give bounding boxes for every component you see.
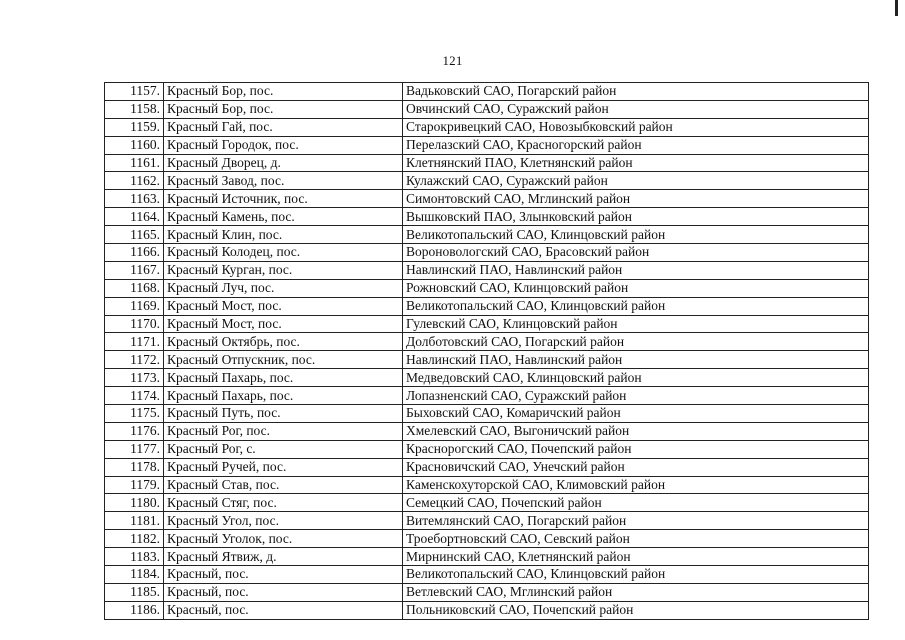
table-row	[105, 601, 869, 619]
table-row	[105, 154, 869, 172]
table-row	[105, 208, 869, 226]
row-number-cell: 1168.	[105, 279, 164, 297]
administration-district-cell: Ветлевский САО, Мглинский район	[403, 583, 869, 601]
settlement-name-cell: Красный, пос.	[164, 601, 403, 619]
settlement-name-cell: Красный Путь, пос.	[164, 405, 403, 423]
administration-district-cell: Перелазский САО, Красногорский район	[403, 136, 869, 154]
row-number-cell: 1166.	[105, 244, 164, 262]
administration-district-cell: Вышковский ПАО, Злынковский район	[403, 208, 869, 226]
administration-district-cell: Симонтовский САО, Мглинский район	[403, 190, 869, 208]
row-number-cell: 1165.	[105, 226, 164, 244]
administration-district-cell: Красновичский САО, Унечский район	[403, 458, 869, 476]
row-number-cell: 1185.	[105, 583, 164, 601]
administration-district-cell: Клетнянский ПАО, Клетнянский район	[403, 154, 869, 172]
settlement-name-cell: Красный Колодец, пос.	[164, 244, 403, 262]
settlement-name-cell: Красный Угол, пос.	[164, 512, 403, 530]
table-row	[105, 548, 869, 566]
administration-district-cell: Лопазненский САО, Суражский район	[403, 387, 869, 405]
administration-district-cell: Семецкий САО, Почепский район	[403, 494, 869, 512]
settlement-name-cell: Красный Ятвиж, д.	[164, 548, 403, 566]
table-row	[105, 566, 869, 584]
table-row	[105, 333, 869, 351]
table-row	[105, 494, 869, 512]
settlement-name-cell: Красный Гай, пос.	[164, 118, 403, 136]
settlement-name-cell: Красный Ручей, пос.	[164, 458, 403, 476]
administration-district-cell: Польниковский САО, Почепский район	[403, 601, 869, 619]
administration-district-cell: Навлинский ПАО, Навлинский район	[403, 351, 869, 369]
settlements-table	[104, 82, 869, 620]
settlement-name-cell: Красный Источник, пос.	[164, 190, 403, 208]
administration-district-cell: Медведовский САО, Клинцовский район	[403, 369, 869, 387]
row-number-cell: 1157.	[105, 83, 164, 101]
settlement-name-cell: Красный, пос.	[164, 583, 403, 601]
table-row	[105, 136, 869, 154]
table-row	[105, 190, 869, 208]
table-row	[105, 405, 869, 423]
administration-district-cell: Великотопальский САО, Клинцовский район	[403, 226, 869, 244]
settlement-name-cell: Красный Пахарь, пос.	[164, 387, 403, 405]
table-row	[105, 512, 869, 530]
table-row	[105, 279, 869, 297]
settlement-name-cell: Красный Мост, пос.	[164, 315, 403, 333]
settlement-name-cell: Красный Дворец, д.	[164, 154, 403, 172]
row-number-cell: 1161.	[105, 154, 164, 172]
row-number-cell: 1176.	[105, 422, 164, 440]
settlement-name-cell: Красный Бор, пос.	[164, 83, 403, 101]
administration-district-cell: Гулевский САО, Клинцовский район	[403, 315, 869, 333]
table-row	[105, 387, 869, 405]
administration-district-cell: Старокривецкий САО, Новозыбковский район	[403, 118, 869, 136]
row-number-cell: 1163.	[105, 190, 164, 208]
table-row	[105, 100, 869, 118]
administration-district-cell: Рожновский САО, Клинцовский район	[403, 279, 869, 297]
administration-district-cell: Овчинский САО, Суражский район	[403, 100, 869, 118]
settlement-name-cell: Красный Рог, с.	[164, 440, 403, 458]
table-row	[105, 297, 869, 315]
row-number-cell: 1172.	[105, 351, 164, 369]
administration-district-cell: Кулажский САО, Суражский район	[403, 172, 869, 190]
row-number-cell: 1178.	[105, 458, 164, 476]
row-number-cell: 1173.	[105, 369, 164, 387]
settlement-name-cell: Красный Бор, пос.	[164, 100, 403, 118]
row-number-cell: 1184.	[105, 566, 164, 584]
table-row	[105, 440, 869, 458]
table-row	[105, 226, 869, 244]
settlement-name-cell: Красный Клин, пос.	[164, 226, 403, 244]
table-row	[105, 458, 869, 476]
row-number-cell: 1160.	[105, 136, 164, 154]
row-number-cell: 1159.	[105, 118, 164, 136]
row-number-cell: 1181.	[105, 512, 164, 530]
administration-district-cell: Великотопальский САО, Клинцовский район	[403, 297, 869, 315]
row-number-cell: 1177.	[105, 440, 164, 458]
row-number-cell: 1183.	[105, 548, 164, 566]
administration-district-cell: Мирнинский САО, Клетнянский район	[403, 548, 869, 566]
table-row	[105, 369, 869, 387]
settlement-name-cell: Красный Мост, пос.	[164, 297, 403, 315]
administration-district-cell: Великотопальский САО, Клинцовский район	[403, 566, 869, 584]
row-number-cell: 1186.	[105, 601, 164, 619]
table-row	[105, 422, 869, 440]
table-row	[105, 315, 869, 333]
row-number-cell: 1182.	[105, 530, 164, 548]
settlement-name-cell: Красный Став, пос.	[164, 476, 403, 494]
row-number-cell: 1162.	[105, 172, 164, 190]
settlement-name-cell: Красный Луч, пос.	[164, 279, 403, 297]
settlement-name-cell: Красный Октябрь, пос.	[164, 333, 403, 351]
row-number-cell: 1174.	[105, 387, 164, 405]
settlement-name-cell: Красный Курган, пос.	[164, 261, 403, 279]
administration-district-cell: Вадьковский САО, Погарский район	[403, 83, 869, 101]
administration-district-cell: Каменскохуторской САО, Климовский район	[403, 476, 869, 494]
row-number-cell: 1175.	[105, 405, 164, 423]
table-row	[105, 476, 869, 494]
administration-district-cell: Вороновологский САО, Брасовский район	[403, 244, 869, 262]
table-row	[105, 83, 869, 101]
table-row	[105, 351, 869, 369]
settlement-name-cell: Красный Стяг, пос.	[164, 494, 403, 512]
table-row	[105, 530, 869, 548]
table-row	[105, 172, 869, 190]
row-number-cell: 1167.	[105, 261, 164, 279]
scan-edge-mark	[895, 0, 898, 16]
administration-district-cell: Краснорогский САО, Почепский район	[403, 440, 869, 458]
row-number-cell: 1171.	[105, 333, 164, 351]
settlement-name-cell: Красный Городок, пос.	[164, 136, 403, 154]
settlement-name-cell: Красный Камень, пос.	[164, 208, 403, 226]
row-number-cell: 1180.	[105, 494, 164, 512]
table-body	[105, 83, 869, 620]
settlement-name-cell: Красный Завод, пос.	[164, 172, 403, 190]
settlement-name-cell: Красный, пос.	[164, 566, 403, 584]
row-number-cell: 1170.	[105, 315, 164, 333]
table-row	[105, 261, 869, 279]
settlement-name-cell: Красный Пахарь, пос.	[164, 369, 403, 387]
administration-district-cell: Витемлянский САО, Погарский район	[403, 512, 869, 530]
settlement-name-cell: Красный Уголок, пос.	[164, 530, 403, 548]
row-number-cell: 1164.	[105, 208, 164, 226]
row-number-cell: 1169.	[105, 297, 164, 315]
settlement-name-cell: Красный Отпускник, пос.	[164, 351, 403, 369]
table-row	[105, 583, 869, 601]
administration-district-cell: Долботовский САО, Погарский район	[403, 333, 869, 351]
administration-district-cell: Хмелевский САО, Выгоничский район	[403, 422, 869, 440]
row-number-cell: 1158.	[105, 100, 164, 118]
administration-district-cell: Быховский САО, Комаричский район	[403, 405, 869, 423]
table-row	[105, 244, 869, 262]
table-row	[105, 118, 869, 136]
administration-district-cell: Троебортновский САО, Севский район	[403, 530, 869, 548]
row-number-cell: 1179.	[105, 476, 164, 494]
settlement-name-cell: Красный Рог, пос.	[164, 422, 403, 440]
page-number: 121	[442, 53, 463, 68]
administration-district-cell: Навлинский ПАО, Навлинский район	[403, 261, 869, 279]
